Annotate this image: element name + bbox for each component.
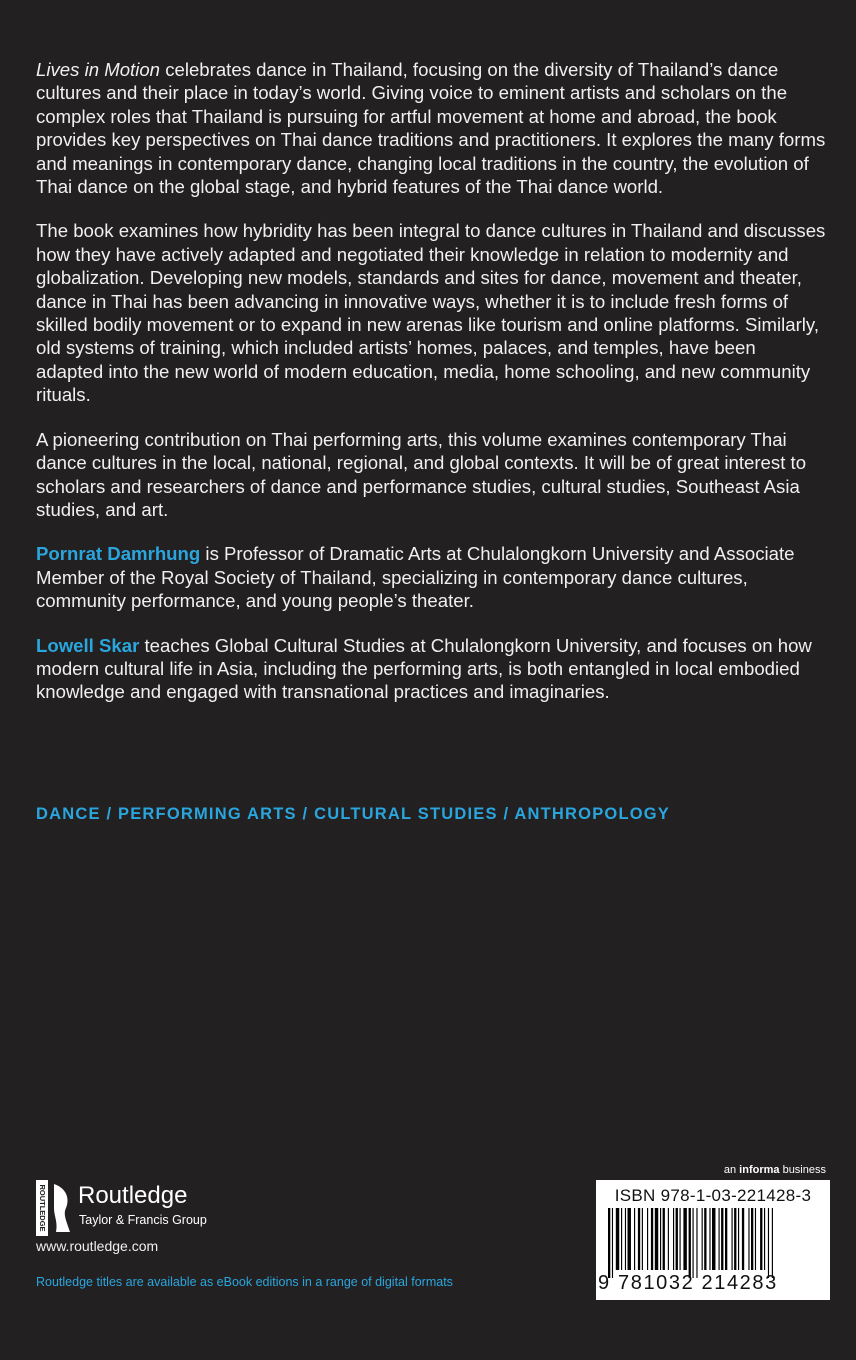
barcode-bar: [680, 1208, 681, 1270]
ebook-availability-note: Routledge titles are available as eBook editions in a range of digital formats: [36, 1275, 453, 1289]
informa-brand: informa: [739, 1164, 780, 1176]
isbn-barcode: [596, 1180, 830, 1300]
barcode-bar: [608, 1208, 610, 1278]
barcode-bar: [764, 1208, 765, 1270]
barcode-bar: [732, 1208, 733, 1270]
isbn-label: ISBN 978-1-03-221428-3: [614, 1186, 812, 1205]
barcode-bar: [655, 1208, 658, 1270]
routledge-vertical-mark: ROUTLEDGE: [38, 1184, 48, 1232]
barcode-bar: [755, 1208, 756, 1270]
publisher-name: Routledge: [78, 1182, 188, 1209]
author-name-2: Lowell Skar: [36, 634, 140, 656]
barcode-bar: [668, 1208, 669, 1270]
blurb-paragraph-1-text: celebrates dance in Thailand, focusing on the diversity of Thailand’s dance cultures and their place in today’s world. Giving voice to eminent artists and scholars on the complex roles that Thailand is pursuing for artful movement at home and abroad, the book provides key perspectives on Thai dance traditions and practitioners. It explores the many forms and meanings in contemporary dance, changing local traditions in the country, the evolution of Thai dance on the global stage, and hybrid features of the Thai dance world.: [36, 59, 826, 198]
informa-tagline: [724, 1164, 826, 1176]
blurb-paragraph-2: The book examines how hybridity has been integral to dance cultures in Thailand and discusses how they have actively adapted and negotiated their knowledge in relation to modernity and globalization. Developing new models, standards and sites for dance, movement and theater, dance in Thai has been advancing in innovative ways, whether it is to include fresh forms of skilled bodily movement or to expand in new arenas like tourism and online platforms. Similarly, old systems of training, which included artists’ homes, palaces, and temples, have been adapted into the new world of modern education, media, home schooling, and new community rituals.: [36, 220, 826, 406]
barcode-bar: [725, 1208, 727, 1270]
barcode-bar: [712, 1208, 715, 1270]
barcode-bar: [709, 1208, 710, 1270]
publisher-website[interactable]: www.routledge.com: [36, 1238, 159, 1254]
author-bio-1-text: is Professor of Dramatic Arts at Chulalongkorn University and Associate Member of the Royal Society of Thailand, specializing in contemporary dance cultures, community performance, and young people’s theater.: [36, 543, 795, 612]
barcode-bar: [748, 1208, 749, 1270]
barcode-bar: [704, 1208, 706, 1270]
barcode-bar: [638, 1208, 640, 1270]
author-name-1: Pornrat Damrhung: [36, 543, 201, 565]
barcode-bar: [719, 1208, 720, 1270]
barcode-bar: [616, 1208, 619, 1270]
barcode-bar: [628, 1208, 631, 1270]
barcode-bar: [625, 1208, 626, 1270]
barcode-bar: [634, 1208, 635, 1270]
barcode-bar: [621, 1208, 622, 1270]
informa-suffix: business: [779, 1164, 826, 1176]
barcode-bar: [772, 1208, 773, 1278]
barcode-bar: [642, 1208, 643, 1270]
ean-digits: 781032 214283: [618, 1272, 778, 1294]
barcode-bar: [696, 1208, 697, 1278]
barcode-bar: [612, 1208, 613, 1278]
barcode-bar: [663, 1208, 665, 1270]
book-title-italic: Lives in Motion: [36, 59, 161, 80]
barcode-bars: [608, 1208, 818, 1278]
author-bio-2-text: teaches Global Cultural Studies at Chulalongkorn University, and focuses on how modern cultural life in Asia, including the performing arts, is both entangled in local embodied knowledge and engaged with transnational practices and imaginaries.: [36, 634, 812, 703]
blurb-paragraph-3: A pioneering contribution on Thai performing arts, this volume examines contemporary Thai dance cultures in the local, national, regional, and global contexts. It will be of great interest to scholars and researchers of dance and performance studies, cultural studies, Southeast Asia studies, and art.: [36, 428, 807, 520]
author-bio-2: [36, 634, 826, 704]
back-cover-blurb: [36, 58, 826, 725]
routledge-logo: [36, 1180, 236, 1236]
barcode-bar: [742, 1208, 744, 1270]
barcode-bar: [702, 1208, 703, 1270]
barcode-bar: [738, 1208, 739, 1270]
barcode-bar: [683, 1208, 686, 1270]
subject-categories: DANCE / PERFORMING ARTS / CULTURAL STUDIES / ANTHROPOLOGY: [36, 805, 670, 823]
barcode-bar: [760, 1208, 762, 1270]
barcode-bar: [721, 1208, 723, 1270]
publisher-group: Taylor & Francis Group: [79, 1213, 207, 1227]
ean-first-digit: 9: [598, 1272, 610, 1294]
barcode-bar: [651, 1208, 653, 1270]
routledge-logo-icon: [36, 1180, 74, 1236]
barcode-bar: [676, 1208, 678, 1270]
barcode-bar: [734, 1208, 736, 1270]
barcode-bar: [660, 1208, 661, 1270]
barcode-bar: [647, 1208, 648, 1270]
author-bio-1: [36, 542, 826, 612]
barcode-bar: [689, 1208, 691, 1278]
barcode-bar: [751, 1208, 753, 1270]
blurb-paragraph-1: [36, 58, 826, 198]
barcode-bar: [768, 1208, 769, 1278]
informa-prefix: an: [723, 1164, 740, 1176]
barcode-bar: [693, 1208, 694, 1278]
barcode-bar: [673, 1208, 674, 1270]
